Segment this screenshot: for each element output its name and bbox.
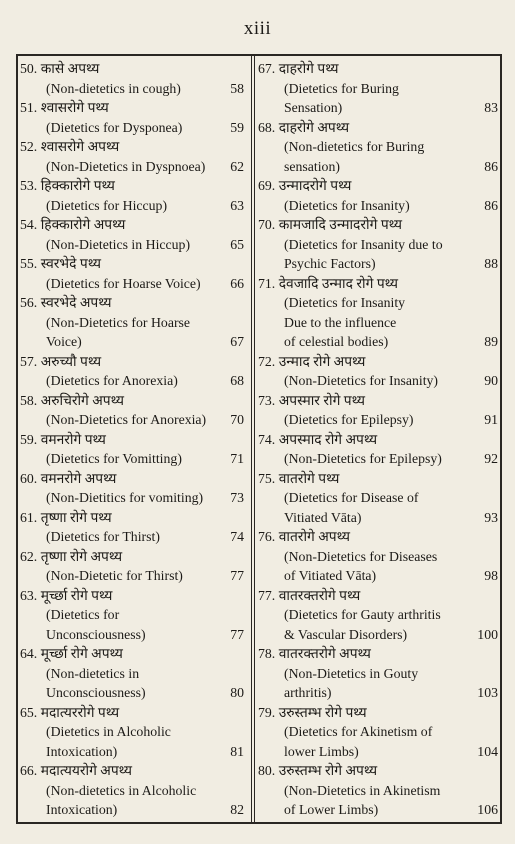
toc-entry-english-title: (Dietetics for Buring [284,80,399,96]
toc-entry [20,59,244,98]
toc-entry-page-number: 103 [477,685,498,700]
toc-entry-number: 64. [20,646,38,661]
toc-entry-english-title: Vitiated Vāta) [284,509,362,525]
toc-entry-number: 63. [20,587,38,603]
toc-entry-heading [258,430,498,450]
toc-entry-number: 53. [20,178,38,193]
toc-entry-page-number: 104 [477,743,498,759]
toc-entry [20,508,244,547]
column-divider [251,54,252,824]
toc-entry-page-number: 81 [230,743,244,759]
toc-entry-number: 76. [258,529,276,544]
toc-entry-heading [20,430,244,450]
toc-entry-page-number: 59 [230,119,244,135]
toc-entry-english-title: (Dietetics for Dysponea) [46,119,183,135]
toc-entry-english-title: (Non-Dietitics for vomiting) [46,490,204,505]
toc-entry [258,352,498,391]
toc-entry-heading [258,527,498,547]
toc-entry-english-title: (Dietetics for Hiccup) [46,197,168,213]
toc-entry-sanskrit-title: वातरोगे अपथ्य [278,529,350,544]
toc-entry-english-title: Sensation) [284,100,343,115]
toc-entry-english-title: of celestial bodies) [284,334,389,349]
toc-entry-english-title: Psychic Factors) [284,256,376,271]
toc-entry-number: 72. [258,353,276,369]
toc-entry-english-title: Voice) [46,334,82,349]
toc-entry-number: 51. [20,100,38,115]
toc-entry-number: 68. [258,119,276,135]
toc-entry-english-title: (Non-Dietetics for Insanity) [284,373,439,388]
toc-entry-sanskrit-title: दाहरोगे अपथ्य [278,119,350,135]
toc-entry [20,176,244,215]
toc-entry-number: 54. [20,217,38,232]
toc-entry-heading [258,118,498,138]
contents-right-column [258,59,498,820]
toc-entry-page-number: 89 [484,334,498,349]
column-divider-inner [254,54,255,824]
toc-entry-english-title: (Non-Dietetics in Hiccup) [46,236,191,252]
toc-entry-sanskrit-title: स्वरभेदे पथ्य [40,256,102,271]
toc-entry-heading [258,59,498,79]
toc-entry-english-title: (Dietetics for Anorexia) [46,373,178,388]
toc-entry-page-number: 62 [230,158,244,174]
toc-entry-number: 57. [20,353,38,369]
toc-entry-heading [20,98,244,118]
toc-entry-english-title: (Dietetics for Thirst) [46,529,160,544]
toc-entry-english-title: (Non-Dietetics in Akinetism [284,782,441,798]
table-border-left [16,54,18,824]
toc-entry-page-number: 77 [230,568,244,583]
toc-entry-sanskrit-title: उरुस्तम्भ रोगे अपथ्य [278,763,378,778]
toc-entry-sanskrit-title: उरुस्तम्भ रोगे पथ्य [278,704,367,720]
toc-entry-sanskrit-title: कासे अपथ्य [40,61,100,76]
toc-entry-english-title: of Vitiated Vāta) [284,568,377,583]
toc-entry-english-title: (Dietetics for Akinetism of [284,724,433,739]
toc-entry-sanskrit-title: अपस्मार रोगे पथ्य [278,392,365,408]
toc-entry-page-number: 68 [230,373,244,388]
toc-entry-english-title: Unconsciousness) [46,626,146,642]
toc-entry-page-number: 58 [230,80,244,96]
toc-entry-number: 61. [20,509,38,525]
toc-entry-english-title: (Dietetics for Insanity) [284,197,410,213]
toc-entry-sanskrit-title: उन्मादरोगे पथ्य [278,178,352,193]
toc-entry-heading [20,508,244,528]
toc-entry [258,761,498,820]
toc-entry [258,274,498,352]
table-border-right [500,54,502,824]
toc-entry-page-number: 65 [230,236,244,252]
toc-entry-page-number: 83 [484,100,498,115]
toc-entry [258,586,498,645]
toc-entry-english-title: (Dietetics for Hoarse Voice) [46,275,201,291]
toc-entry-english-title: Unconsciousness) [46,685,146,700]
toc-entry-sanskrit-title: कामजादि उन्मादरोगे पथ्य [278,217,402,232]
toc-entry-english-title: sensation) [284,158,340,174]
toc-entry-sanskrit-title: हिक्कारोगे अपथ्य [40,217,126,232]
toc-entry-number: 52. [20,139,38,154]
toc-entry-english-title: (Non-dietetics in Alcoholic [46,782,197,798]
toc-entry-number: 55. [20,256,38,271]
toc-entry [20,644,244,703]
toc-entry-english-title: & Vascular Disorders) [284,626,408,642]
toc-entry-sanskrit-title: तृष्णा रोगे अपथ्य [40,548,123,564]
toc-entry-english-title: Intoxication) [46,743,118,759]
toc-entry-heading [20,469,244,489]
toc-entry [20,469,244,508]
toc-entry-page-number: 63 [230,197,244,213]
toc-entry-heading [20,586,244,606]
toc-entry-english-title: Intoxication) [46,802,118,817]
toc-entry-english-title: (Dietetics for Vomitting) [46,451,182,466]
toc-entry-sanskrit-title: अपस्माद रोगे अपथ्य [278,431,378,447]
toc-entry-number: 50. [20,61,38,76]
toc-entry-number: 58. [20,392,38,408]
toc-entry-page-number: 71 [230,451,244,466]
toc-entry [20,215,244,254]
toc-entry-sanskrit-title: दाहरोगे पथ्य [278,61,339,76]
toc-entry [258,430,498,469]
toc-entry-heading [20,215,244,235]
toc-entry-heading [258,274,498,294]
toc-entry [258,215,498,274]
toc-entry-number: 62. [20,548,38,564]
toc-entry-english-title: (Dietetics for Epilepsy) [284,412,414,427]
toc-entry-sanskrit-title: हिक्कारोगे पथ्य [40,178,115,193]
toc-entry-page-number: 106 [477,802,498,817]
toc-entry-page-number: 80 [230,685,244,700]
toc-entry-sanskrit-title: अरुचिरोगे अपथ्य [40,392,124,408]
toc-entry-number: 69. [258,178,276,193]
toc-entry-english-title: (Dietetics for Insanity [284,295,406,310]
toc-entry [20,547,244,586]
toc-entry-sanskrit-title: वमनरोगे अपथ्य [40,470,117,486]
toc-entry-page-number: 86 [484,158,498,174]
toc-entry-page-number: 91 [484,412,498,427]
toc-entry-english-title: (Non-Dietetics for Epilepsy) [284,451,442,466]
toc-entry [258,469,498,528]
toc-entry [20,761,244,820]
toc-entry-english-title: (Dietetics for [46,607,120,622]
toc-entry [258,176,498,215]
toc-entry-sanskrit-title: वातरक्तरोगे अपथ्य [278,646,371,661]
toc-entry-english-title: (Dietetics for Gauty arthritis [284,607,441,622]
toc-entry-english-title: (Non-dietetics in [46,665,140,681]
toc-entry-page-number: 70 [230,412,244,427]
toc-entry-sanskrit-title: मदात्ययरोगे अपथ्य [40,763,132,778]
toc-entry-heading [20,761,244,781]
table-border-bottom [16,822,502,824]
toc-entry-page-number: 67 [230,334,244,349]
toc-entry-number: 67. [258,61,276,76]
toc-entry [20,293,244,352]
toc-entry-page-number: 93 [484,509,498,525]
toc-entry-heading [258,761,498,781]
toc-entry [258,118,498,177]
contents-left-column [20,59,244,820]
toc-entry-english-title: lower Limbs) [284,743,359,759]
toc-entry-number: 78. [258,646,276,661]
toc-entry-heading [258,644,498,664]
toc-entry-number: 79. [258,704,276,720]
toc-entry-number: 66. [20,763,38,778]
toc-entry-english-title: (Dietetics for Disease of [284,490,419,505]
toc-entry-english-title: Due to the influence [284,314,397,330]
page-number: xiii [243,18,272,39]
toc-entry-number: 77. [258,587,276,603]
toc-entry-page-number: 100 [477,626,498,642]
toc-entry-heading [20,703,244,723]
toc-entry-sanskrit-title: वमनरोगे पथ्य [40,431,106,447]
toc-entry-english-title: (Non-dietetics in cough) [46,80,181,96]
toc-entry-heading [20,59,244,79]
toc-entry-heading [20,293,244,313]
toc-entry-page-number: 98 [484,568,498,583]
toc-entry-number: 73. [258,392,276,408]
toc-entry [20,98,244,137]
toc-entry-english-title: (Non-Dietetic for Thirst) [46,568,183,583]
toc-entry [20,391,244,430]
toc-entry [20,352,244,391]
toc-entry-number: 80. [258,763,276,778]
toc-entry-english-title: (Non-Dietetics for Anorexia) [46,412,207,427]
toc-entry-english-title: (Non-Dietetics in Dyspnoea) [46,158,206,174]
toc-entry-heading [258,352,498,372]
toc-entry-sanskrit-title: मदात्यररोगे पथ्य [40,704,120,720]
toc-entry-sanskrit-title: अरुच्यौ पथ्य [40,353,102,369]
toc-entry [20,254,244,293]
toc-entry-sanskrit-title: मूर्च्छा रोगे अपथ्य [40,646,123,661]
toc-entry-heading [20,254,244,274]
toc-entry-number: 59. [20,431,38,447]
toc-entry-number: 71. [258,275,276,291]
toc-entry-sanskrit-title: मूर्च्छा रोगे पथ्य [40,587,113,603]
toc-entry-heading [20,547,244,567]
toc-entry-english-title: (Non-dietetics for Buring [284,139,425,154]
toc-entry [258,644,498,703]
table-border-top [16,54,502,56]
toc-entry-english-title: arthritis) [284,685,332,700]
toc-entry-heading [20,176,244,196]
toc-entry-number: 74. [258,431,276,447]
toc-entry-number: 75. [258,470,276,486]
toc-entry-sanskrit-title: श्वासरोगे पथ्य [40,100,109,115]
toc-entry-page-number: 88 [484,256,498,271]
toc-entry-english-title: of Lower Limbs) [284,802,379,817]
toc-entry [20,430,244,469]
toc-entry-sanskrit-title: तृष्णा रोगे पथ्य [40,509,112,525]
toc-entry-heading [20,137,244,157]
toc-entry-english-title: (Non-Dietetics for Diseases [284,548,438,564]
toc-entry-number: 70. [258,217,276,232]
toc-entry-heading [258,586,498,606]
toc-entry-heading [258,176,498,196]
toc-entry [258,391,498,430]
toc-entry-heading [258,391,498,411]
toc-entry-heading [258,703,498,723]
toc-entry-number: 60. [20,470,38,486]
toc-entry-sanskrit-title: देवजादि उन्माद रोगे पथ्य [278,275,399,291]
toc-entry-page-number: 74 [230,529,244,544]
toc-entry-sanskrit-title: वातरक्तरोगे पथ्य [278,587,361,603]
toc-entry-page-number: 77 [230,626,244,642]
toc-entry-sanskrit-title: श्वासरोगे अपथ्य [40,139,120,154]
toc-entry [20,586,244,645]
toc-entry-sanskrit-title: उन्माद रोगे अपथ्य [278,353,366,369]
toc-entry-english-title: (Non-Dietetics in Gouty [284,665,419,681]
toc-entry-heading [20,391,244,411]
toc-entry-page-number: 90 [484,373,498,388]
toc-entry-english-title: (Dietetics for Insanity due to [284,236,443,252]
toc-entry-sanskrit-title: स्वरभेदे अपथ्य [40,295,112,310]
toc-entry-heading [20,644,244,664]
toc-entry-number: 65. [20,704,38,720]
toc-entry-page-number: 66 [230,275,244,291]
toc-entry [258,59,498,118]
toc-entry [258,703,498,762]
toc-entry-heading [258,215,498,235]
toc-entry-english-title: (Non-Dietetics for Hoarse [46,314,191,330]
toc-entry-heading [20,352,244,372]
toc-entry-number: 56. [20,295,38,310]
toc-entry-heading [258,469,498,489]
toc-entry-page-number: 82 [230,802,244,817]
toc-entry [20,703,244,762]
toc-entry-sanskrit-title: वातरोगे पथ्य [278,470,340,486]
toc-entry [20,137,244,176]
toc-entry-page-number: 73 [230,490,244,505]
toc-entry-page-number: 92 [484,451,498,466]
toc-entry-page-number: 86 [484,197,498,213]
toc-entry-english-title: (Dietetics in Alcoholic [46,724,171,739]
toc-entry [258,527,498,586]
